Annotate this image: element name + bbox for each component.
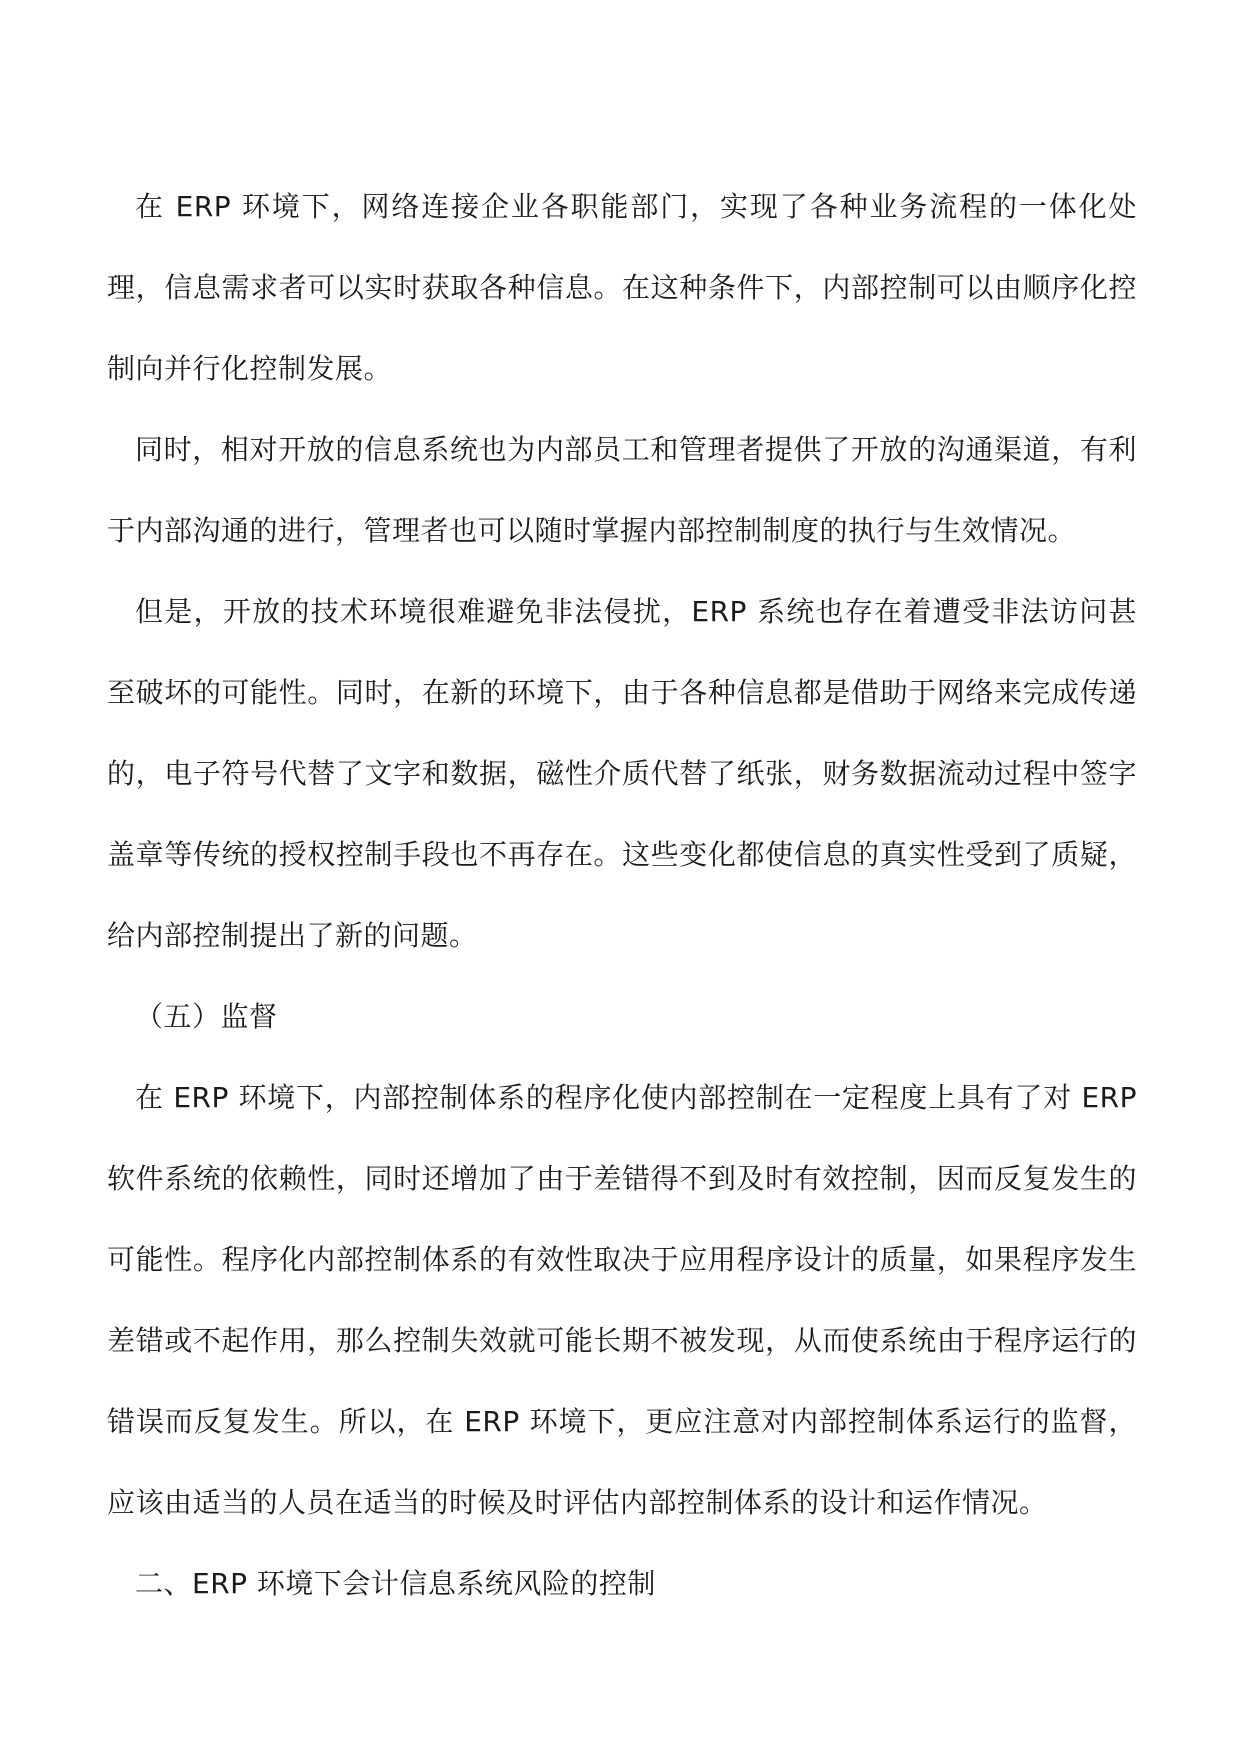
paragraph-erp-network: 在 ERP 环境下，网络连接企业各职能部门，实现了各种业务流程的一体化处理，信息需求者可以实时获取各种信息。在这种条件下，内部控制可以由顺序化控制向并行化控制发展。 (107, 190, 1137, 385)
section-heading-supervision: （五）监督 (135, 1000, 278, 1033)
document-body (107, 166, 1137, 1624)
paragraph-security-risk: 但是，开放的技术环境很难避免非法侵扰，ERP 系统也存在着遭受非法访问甚至破坏的可能性。同时，在新的环境下，由于各种信息都是借助于网络来完成传递的，电子符号代替了文字和数据，磁性介质代替了纸张，财务数据流动过程中签字盖章等传统的授权控制手段也不再存在。这些变化都使信息的真实性受到了质疑，给内部控制提出了新的问题。 (107, 595, 1137, 952)
paragraph-open-communication: 同时，相对开放的信息系统也为内部员工和管理者提供了开放的沟通渠道，有利于内部沟通的进行，管理者也可以随时掌握内部控制制度的执行与生效情况。 (107, 433, 1137, 547)
chapter-heading-risk-control: 二、ERP 环境下会计信息系统风险的控制 (135, 1567, 656, 1600)
paragraph-supervision: 在 ERP 环境下，内部控制体系的程序化使内部控制在一定程度上具有了对 ERP 软件系统的依赖性，同时还增加了由于差错得不到及时有效控制，因而反复发生的可能性。程序化内部控制体系的有效性取决于应用程序设计的质量，如果程序发生差错或不起作用，那么控制失效就可能长期不被发现，从而使系统由于程序运行的错误而反复发生。所以，在 ERP 环境下，更应注意对内部控制体系运行的监督，应该由适当的人员在适当的时候及时评估内部控制体系的设计和运作情况。 (107, 1081, 1137, 1519)
